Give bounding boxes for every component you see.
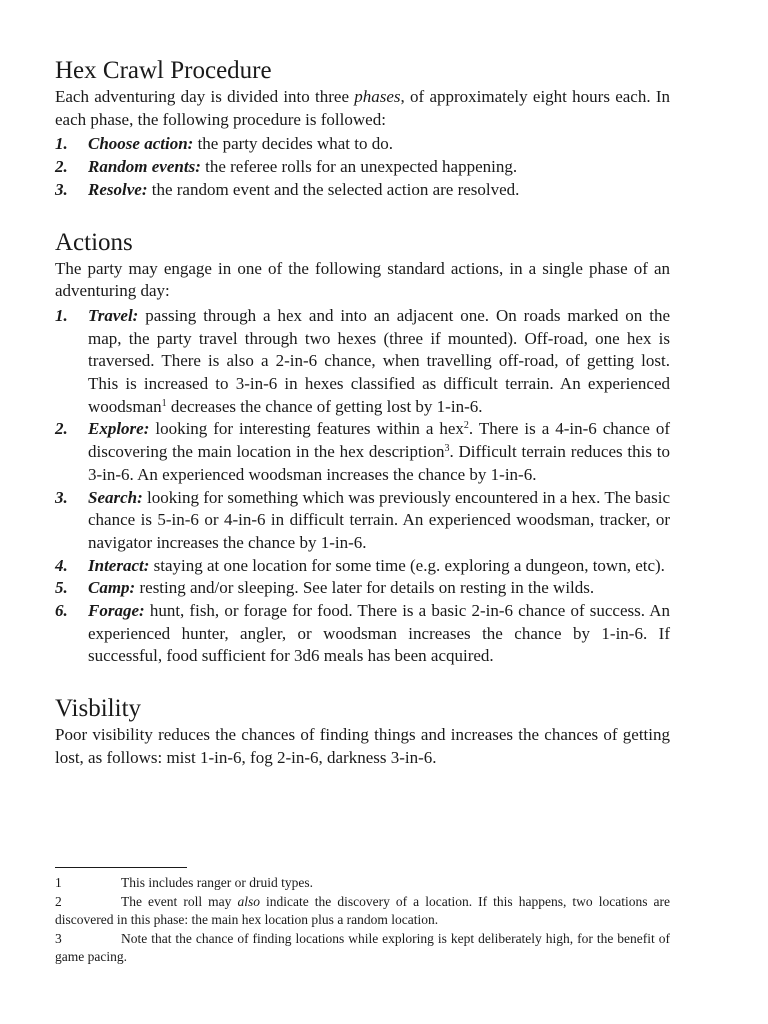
section-title-hex-crawl: Hex Crawl Procedure bbox=[55, 57, 272, 84]
action-item-interact: 4. Interact: staying at one location for some time (e.g. exploring a dungeon, town, etc). bbox=[55, 555, 665, 575]
footnote-ref: 1 bbox=[161, 397, 167, 409]
action-item-travel: 1. Travel: passing through a hex and into an adjacent one. On roads marked on the map, the party travel through two hexes (three if mounted). Off-road, one hex is traversed. There is also a 2-in-6 chance, when travelling off-road, of getting lost. This is increased to 3-in-6 in hexes classified as difficult terrain. An experienced woodsman$^1$ decreases the chance of getting lost by 1-in-6. bbox=[55, 305, 670, 416]
footnote-1: 1 This includes ranger or druid types. bbox=[55, 875, 313, 890]
visibility-body: Poor visibility reduces the chances of finding things and increases the chances of getting lost, as follows: mist 1-in-6, fog 2-in-6, darkness 3-in-6. bbox=[55, 725, 670, 767]
footnotes bbox=[55, 874, 670, 967]
actions-list bbox=[55, 305, 670, 668]
action-item-forage: 6. Forage: hunt, fish, or forage for food. There is a basic 2-in-6 chance of success. An experienced hunter, angler, or woodsman increases the chance by 1-in-6. If successful, food sufficient for 3d6 meals has been acquired. bbox=[55, 601, 670, 666]
main-content bbox=[55, 56, 670, 770]
section-title-actions: Actions bbox=[55, 228, 133, 256]
procedure-item: 1. Choose action: the party decides what to do. bbox=[55, 134, 394, 154]
footnote-3: 3 Note that the chance of finding locations while exploring is kept deliberately high, for the benefit of game pacing. bbox=[55, 930, 670, 964]
footnote-divider bbox=[55, 867, 187, 868]
hex-crawl-intro: Each adventuring day is divided into three phases, of approximately eight hours each. In each phase, the following procedure is followed: bbox=[55, 87, 670, 129]
procedure-item: 3. Resolve: the random event and the selected action are resolved. bbox=[55, 179, 520, 199]
footnote-ref: 3 bbox=[444, 443, 450, 455]
procedure-list bbox=[55, 133, 670, 201]
procedure-item: 2. Random events: the referee rolls for an unexpected happening. bbox=[55, 157, 518, 177]
footnote-ref: 2 bbox=[463, 420, 469, 432]
footnote-2: 2 The event roll may also indicate the discovery of a location. If this happens, two locations are discovered in this phase: the main hex location plus a random location. bbox=[55, 893, 670, 927]
action-item-search: 3. Search: looking for something which was previously encountered in a hex. The basic chance is 5-in-6 or 4-in-6 in difficult terrain. An experienced woodsman, tracker, or navigator increases the chance by 1-in-6. bbox=[55, 487, 670, 552]
action-item-explore: 2. Explore: looking for interesting features within a hex$^2$. There is a 4-in-6 chance of discovering the main location in the hex description$^3$. Difficult terrain reduces this to 3-in-6. An experienced woodsman increases the chance by 1-in-6. bbox=[55, 419, 670, 484]
action-item-camp: 5. Camp: resting and/or sleeping. See later for details on resting in the wilds. bbox=[55, 578, 595, 598]
section-title-visibility: Visbility bbox=[55, 695, 142, 723]
actions-intro: The party may engage in one of the following standard actions, in a single phase of an adventuring day: bbox=[55, 258, 670, 301]
